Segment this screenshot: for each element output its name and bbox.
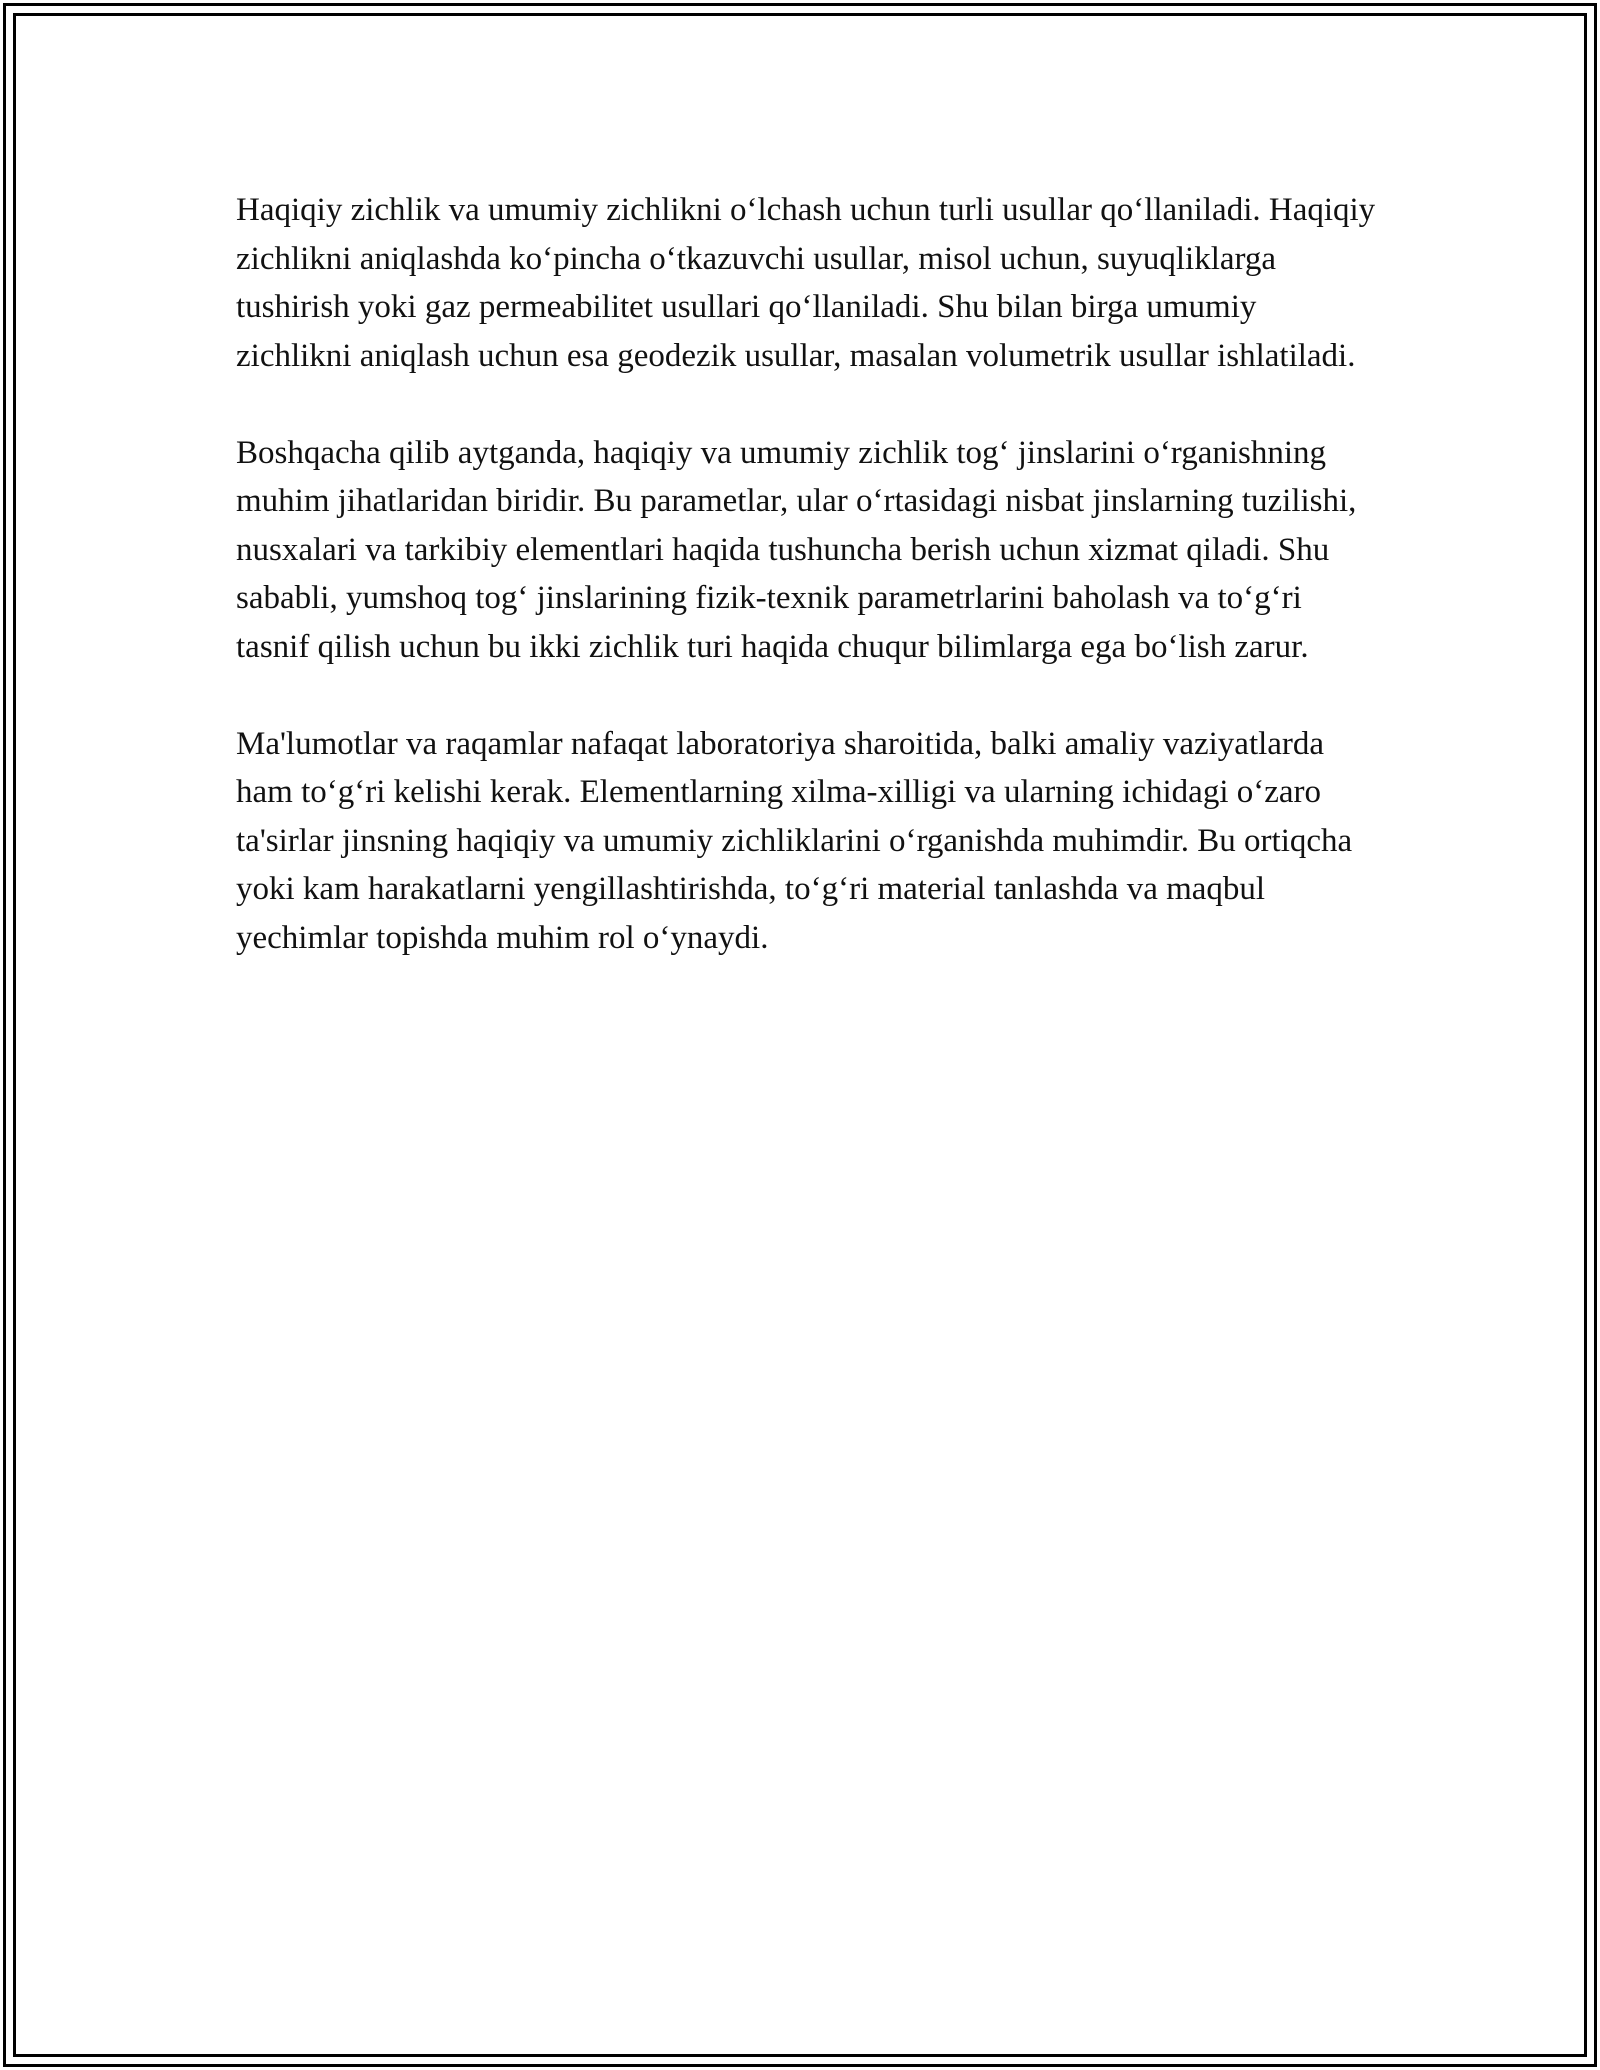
paragraph-2: Boshqacha qilib aytganda, haqiqiy va umumiy zichlik tog‘ jinslarini o‘rganishning muhim jihatlaridan biridir. Bu parametlar, ular o‘rtasidagi nisbat jinslarning tuzilishi, nusxalari va tarkibiy elementlari haqida tushuncha berish uchun xizmat qiladi. Shu sababli, yumshoq tog‘ jinslarining fizik-texnik parametrlarini baholash va to‘g‘ri tasnif qilish uchun bu ikki zichlik turi haqida chuqur bilimlarga ega bo‘lish zarur. — [236, 434, 1357, 665]
document-body — [236, 186, 1376, 1011]
paragraph-1: Haqiqiy zichlik va umumiy zichlikni o‘lchash uchun turli usullar qo‘llaniladi. Haqiqiy zichlikni aniqlashda ko‘pincha o‘tkazuvchi usullar, misol uchun, suyuqliklarga tushirish yoki gaz permeabilitet usullari qo‘llaniladi. Shu bilan birga umumiy zichlikni aniqlash uchun esa geodezik usullar, masalan volumetrik usullar ishlatiladi. — [236, 192, 1376, 374]
paragraph-3: Ma'lumotlar va raqamlar nafaqat laboratoriya sharoitida, balki amaliy vaziyatlarda ham to‘g‘ri kelishi kerak. Elementlarning xilma-xilligi va ularning ichidagi o‘zaro ta'sirlar jinsning haqiqiy va umumiy zichliklarini o‘rganishda muhimdir. Bu ortiqcha yoki kam harakatlarni yengillashtirishda, to‘g‘ri material tanlashda va maqbul yechimlar topishda muhim rol o‘ynaydi. — [236, 725, 1353, 956]
